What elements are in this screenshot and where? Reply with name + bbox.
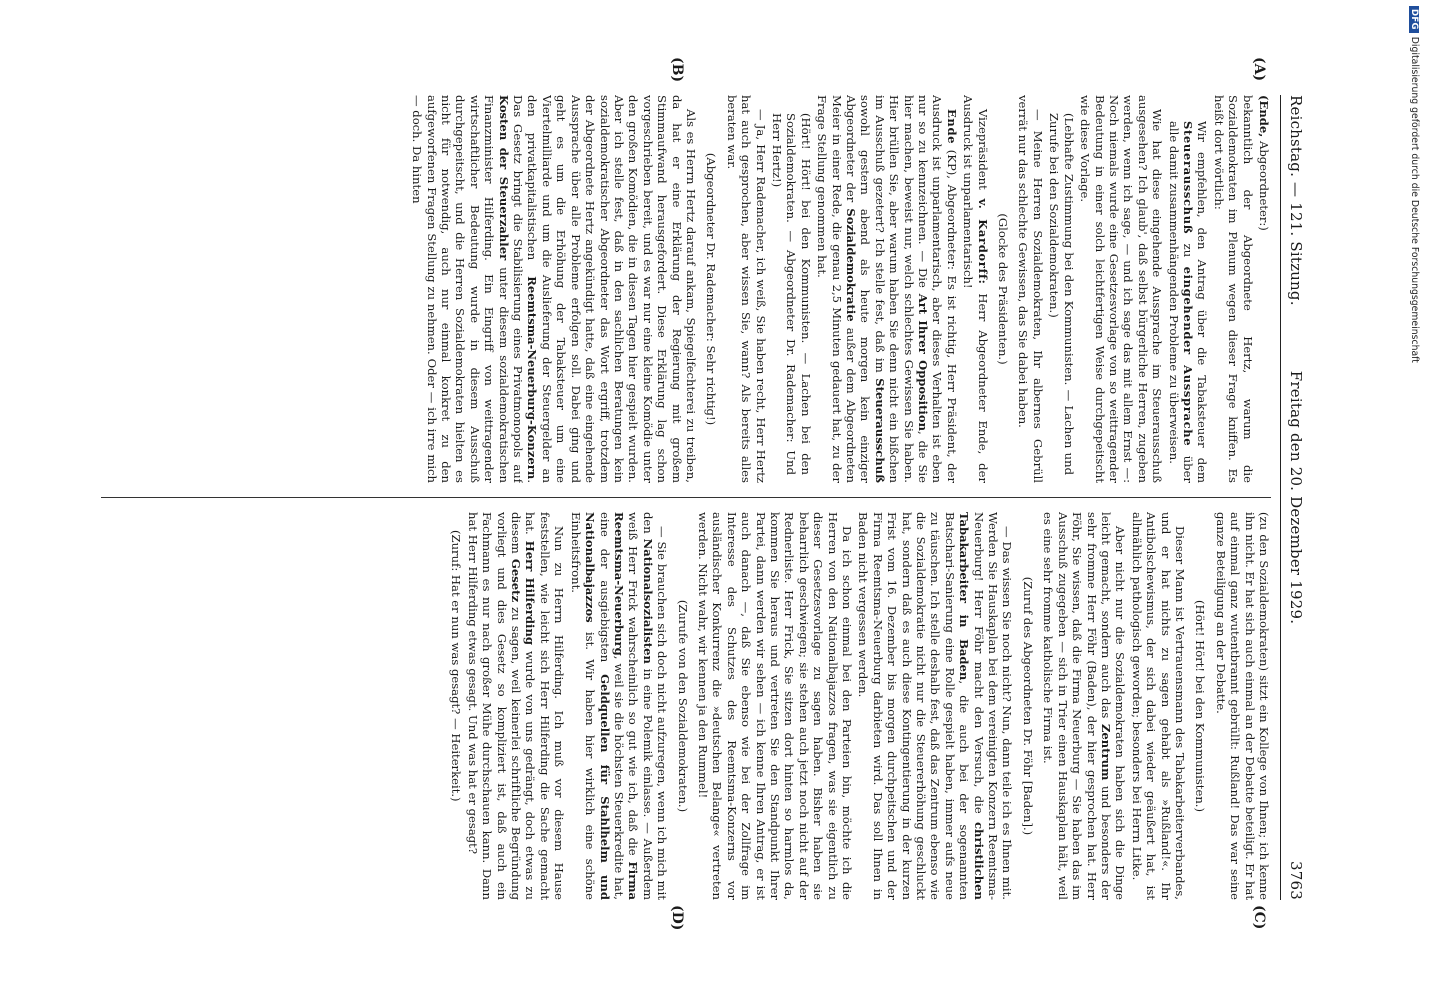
page-header bbox=[1283, 95, 1305, 900]
paragraph-text: wurde von uns gedrängt, doch etwas zu diesem bbox=[509, 512, 538, 900]
paragraph: (zu den Sozialdemokraten) sitzt ein Kollege von Ihnen; ich kenne ihn nicht. Er hat sich auch einmal an der Debatte beteiligt. Er hat auf einmal ganz wutentbrannt gebrüllt: Rußland! Das war seine ganze Beteiligung an der Debatte. bbox=[1213, 512, 1271, 900]
page-number: 3763 bbox=[1287, 861, 1305, 900]
emphasis: Kosten der Steuerzahler bbox=[496, 95, 511, 261]
quote-text: zu bbox=[1180, 234, 1195, 267]
interjection: (Abgeordneter Dr. Rademacher: Sehr richtig!) bbox=[704, 152, 719, 426]
dfg-logo: DFG bbox=[1409, 6, 1419, 33]
left-column bbox=[101, 95, 1271, 483]
rotated-page bbox=[85, 57, 1305, 931]
emphasis: Steuerausschuß bbox=[1180, 121, 1195, 235]
emphasis: Reemtsma-Neuerburg-Konzern bbox=[525, 276, 540, 480]
emphasis: Zentrum bbox=[1098, 723, 1113, 781]
header-session: Reichstag. — 121. Sitzung. bbox=[1287, 95, 1305, 306]
right-column bbox=[101, 512, 1271, 900]
interjection: (Zurufe von den Sozialdemokraten.) bbox=[675, 599, 690, 813]
paragraph-text: außer dem Abgeordneten Meier in einer Rede, die genau 2,5 Minuten gedauert hat, zu der Frage Stellung genommen hat. bbox=[815, 95, 859, 483]
emphasis: christlichen Tabakarbeiter in Baden bbox=[957, 512, 986, 900]
margin-marker-b: (B) bbox=[669, 57, 685, 83]
emphasis: Herr Hilferding bbox=[523, 540, 538, 645]
speech-paragraph bbox=[815, 95, 959, 483]
paragraph-text: , weil sie die höchsten Steuerkredite hat, eine der ausgiebigsten bbox=[597, 512, 626, 900]
president-remark bbox=[961, 95, 990, 483]
credit-text: Digitalisierung gefördert durch die Deutsche Forschungsgemeinschaft bbox=[1409, 36, 1420, 363]
header-rule bbox=[1280, 95, 1281, 900]
paragraph-text: Herr Abgeordneter Ende, der Ausdruck ist unparlamentarisch! bbox=[961, 95, 990, 483]
speaker-name: Ende bbox=[944, 109, 959, 145]
speaker-name: (Ende, bbox=[1257, 95, 1271, 138]
paragraph-text: Aber nicht nur die Sozialdemokraten haben sich die Dinge leicht gemacht, sondern auch das bbox=[1098, 512, 1128, 900]
paragraph-text: unter diesem sozialdemokratischen Finanzminister Hilferding. Ein Eingriff von weittragender wirtschaftlicher Bedeutung wurde in diesem Ausschuß durchgepeitscht, und die Herren Sozialdemokraten hielten es nicht für notwendig, auch nur einmal konkret zu den aufgeworfenen Fragen Stellung zu nehmen. Oder — ich irre mich — doch. Da hinten bbox=[410, 95, 511, 483]
interjection: (Zuruf: Hat er nun was gesagt? — Heiterkeit.) bbox=[449, 530, 464, 802]
interjection: (Zuruf des Abgeordneten Dr. Föhr [Baden].) bbox=[1020, 576, 1035, 836]
emphasis: eingehender Aussprache bbox=[1180, 266, 1195, 447]
emphasis: Firma Reemtsma-Neuerburg bbox=[611, 512, 641, 900]
interjection: (Hört! Hört! bei den Kommunisten. — Lachen bei den Sozialdemokraten. — Abgeordneter Dr. Rademacher: Und Herr Hertz!) bbox=[770, 113, 813, 475]
paragraph-text: Vizepräsident bbox=[975, 109, 990, 199]
margin-marker-d: (D) bbox=[669, 905, 685, 931]
paragraph-text: (KP), Abgeordneter: Es ist richtig, Herr Präsident, der Ausdruck ist unparlamentarisch, aber dieses Verhalten ist eben nur so zu kennzeichnen. — Die bbox=[916, 95, 959, 483]
margin-marker-a: (A) bbox=[1251, 57, 1267, 82]
paragraph: Da ich schon einmal bei den Parteien bin, möchte ich die Herren von den Nationalbajazzos fragen, was sie eigentlich zu dieser Gesetzesvorlage zu sagen haben. Bisher haben sie beharrlich geschwiegen; sie stehen auch jetzt noch nicht auf der Rednerliste. Herr Frick, Sie sitzen dort hinten so harmlos da, kommen Sie heraus und vertreten Sie den Standpunkt Ihrer Partei, dann werden wir sehen — ich kenne Ihren Antrag, er ist auch danach —, daß Sie ebenso wie bei der Zollfrage im Interesse des Schutzes des Reemtsma-Konzerns vor ausländischer Konkurrenz die »deutschen Belange« vertreten werden. Nicht wahr, wir kennen ja den Rummel! bbox=[695, 512, 855, 900]
paragraph-text: , die auch bei der sogenannten Batschari-Sanierung eine Rolle gespielt haben, immer aufs neue zu täuschen. Ich stelle deshalb fest, daß das Zentrum ebenso wie die Sozialdemokratie nicht nur die Steuererhöhung geschluckt hat, sondern daß es auch diese Kontingentierung in der kurzen Frist vom 16. Dezember bis morgen durchpeitschen und der Firma Reemtsma-Neuerburg darbieten wird. Das soll Ihnen in Baden nicht vergessen werden. bbox=[856, 512, 972, 900]
paragraph-text: in eine Polemik einlasse. — Außerdem weiß Herr Frick wahrscheinlich so gut wie ich, daß die bbox=[626, 512, 655, 900]
speech-paragraph bbox=[410, 95, 698, 483]
paragraph-text: — Sie brauchen sich doch nicht aufzuregen, wenn ich mich mit den bbox=[640, 512, 670, 900]
paragraph: — Ja, Herr Rademacher, ich weiß, Sie haben recht, Herr Hertz hat auch gesprochen, aber wissen Sie, wann? Als bereits alles beraten war. bbox=[724, 95, 768, 483]
header-date: Freitag den 20. Dezember 1929. bbox=[1287, 370, 1305, 625]
emphasis: Geldquellen für Stahlhelm und Nationalbajazzos bbox=[583, 512, 612, 900]
column-divider bbox=[101, 497, 1271, 498]
emphasis: Nationalsozialisten bbox=[640, 538, 655, 664]
interjection: (Hört! Hört! bei den Kommunisten.) bbox=[1193, 599, 1208, 812]
paragraph: bekanntlich der Abgeordnete Hertz, warum die Sozialdemokraten im Plenum wegen dieser Frage kniffen. Es heißt dort wörtlich: bbox=[1211, 95, 1255, 483]
speaker-name: v. Kardorff: bbox=[975, 198, 990, 285]
paragraph-text: sowohl gestern abend als heute morgen kein einziger Abgeordneter der bbox=[844, 95, 873, 483]
quote-text: Wir empfehlen, den Antrag über die Tabaksteuer dem bbox=[1195, 121, 1210, 483]
speech-paragraph bbox=[1041, 512, 1127, 900]
emphasis: Gesetz bbox=[509, 558, 524, 603]
speech-paragraph bbox=[568, 512, 669, 900]
paragraph: Dieser Mann ist Vertrauensmann des Tabakarbeiterverbandes, und er hat nichts zu sagen gehabt als »Rußland!«. Ihr Antibolschewismus, der sich dabei wieder geäußert hat, ist allmählich pathologisch geworden; besonders bei Herrn Litke. bbox=[1129, 512, 1187, 900]
credit-line bbox=[1409, 6, 1420, 363]
speech-paragraph bbox=[856, 512, 1014, 900]
emphasis: Steuerausschuß bbox=[872, 378, 887, 483]
paragraph-text: , die Sie hier machen, beweist nur, welch schlechtes Gewissen Sie haben. Hier brüllen Sie, aber warum haben Sie denn nicht ein bißchen im Ausschuß gezetert? Ich stelle fest, daß im bbox=[872, 95, 931, 483]
speaker-role: Abgeordneter:) bbox=[1257, 137, 1271, 231]
paragraph-text: Als es Herrn Hertz darauf ankam, Spiegelfechterei zu treiben, da hat er eine Erklärung der Regierung mit großem Stimmaufwand herausgefordert. Diese Erklärung lag schon vorgeschrieben bereit, und es war nur eine kleine Komödie unter den großen Komödien, die in diesen Tagen hier gespielt wurden. Aber ich stelle fest, daß in den sachlichen Beratungen kein sozialdemokratischer Abgeordneter das Wort ergriff, trotzdem der Abgeordnete Hertz angekündigt hatte, daß eine eingehende Aussprache über alle Probleme erfolgen soll. Dabei ging und geht es um die Erhöhung der Tabaksteuer um eine Viertelmilliarde und um die Auslieferung der Steuergelder an den privatkapitalistischen bbox=[525, 95, 698, 483]
paragraph: Wie hat diese eingehende Aussprache im Steuerausschuß ausgesehen? Ich glaub', daß selbst bürgerliche Herren, zugeben werden, wenn ich sage, — und ich sage das mit allem Ernst —: Noch niemals wurde eine Gesetzesvorlage von so weittragender Bedeutung in einer solch leichtfertigen Weise durchgepeitscht wie diese Vorlage. bbox=[1078, 95, 1165, 483]
margin-marker-c: (C) bbox=[1251, 905, 1267, 930]
speech-paragraph bbox=[465, 512, 566, 900]
paragraph-text: ist. Wir haben hier wirklich eine schöne Einheitsfront. bbox=[568, 512, 598, 900]
paragraph-text: . Das Gesetz bringt die Stabilisierung eines Privatmonopols auf bbox=[511, 95, 540, 483]
stage-direction: (Glocke des Präsidenten.) bbox=[996, 213, 1011, 365]
paragraph-text: — Das wissen Sie noch nicht? Nun, dann teile ich es Ihnen mit. Werden Sie Hauskaplan bei dem vereinigten Konzern Reemtsma-Neuerburg! Herr Föhr macht den Versuch, die bbox=[971, 512, 1015, 900]
paragraph-text: Nun zu Herrn Hilferding. Ich muß vor diesem Hause feststellen, wie leicht sich Herr Hilferding die Sache gemacht hat. bbox=[523, 512, 567, 900]
quote-text: über alle damit zusammenhängenden Probleme zu überweisen. bbox=[1166, 121, 1195, 483]
paragraph-text: zu sagen, weil keinerlei schriftliche Begründung vorliegt und dies Gesetz so kompliziert ist, daß auch ein Fachmann es nur nach großer Mühe durchschauen kann. Dann hat Herr Hilferding etwas gesagt. Und was hat er gesagt? bbox=[465, 512, 524, 900]
paragraph: — Meine Herren Sozialdemokraten, Ihr albernes Gebrüll verrät nur das schlechte Gewissen, das Sie dabei haben. bbox=[1016, 95, 1045, 483]
emphasis: Sozialdemokratie bbox=[844, 208, 859, 322]
quote bbox=[1166, 95, 1209, 483]
emphasis: Art Ihrer Opposition bbox=[916, 293, 931, 432]
speaker-continuation bbox=[1257, 95, 1271, 483]
interjection: (Lebhafte Zustimmung bei den Kommunisten. — Lachen und Zurufe bei den Sozialdemokraten.) bbox=[1047, 113, 1076, 475]
paragraph-text: und besonders der sehr fromme Herr Föhr (Baden), der hier gesprochen hat. Herr Föhr, Sie wissen, daß die Firma Neuerburg — Sie haben das im Ausschuß zugegeben — sich in Trier einen Hauskaplan hält, weil es eine sehr fromme katholische Firma ist. bbox=[1041, 512, 1113, 900]
